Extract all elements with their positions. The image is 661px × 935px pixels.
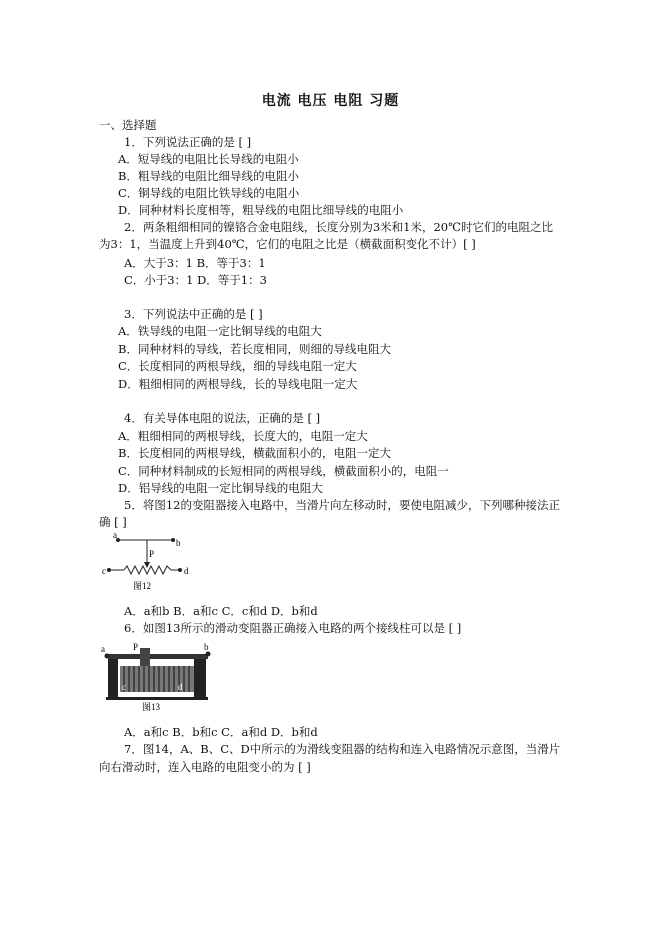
coil-body — [120, 666, 194, 692]
label-a: a — [113, 533, 117, 540]
question-4: 4．有关导体电阻的说法，正确的是 [ ] — [124, 411, 321, 425]
option-line: B．粗导线的电阻比细导线的电阻小 — [118, 169, 299, 183]
option-line: A．铁导线的电阻一定比铜导线的电阻大 — [118, 324, 322, 338]
left-support — [108, 659, 118, 699]
question-7-cont: 向右滑动时，连入电路的电阻变小的为 [ ] — [99, 760, 311, 774]
label-p: P — [133, 642, 139, 652]
question-5-cont: 确 [ ] — [99, 515, 127, 529]
option-line: B．长度相同的两根导线，横截面积小的，电阻一定大 — [118, 446, 391, 460]
option-line: C．小于3：1 D．等于1：3 — [124, 273, 267, 287]
question-1: 1．下列说法正确的是 [ ] — [124, 135, 252, 149]
option-line: A．a和c B．b和c C．a和d D．b和d — [124, 725, 318, 739]
page-title: 电流 电压 电阻 习题 — [261, 93, 400, 109]
figure-13 — [100, 640, 215, 715]
option-line: A．a和b B．a和c C．c和d D．b和d — [124, 604, 318, 618]
question-7: 7．图14，A、B、C、D中所示的为滑线变阻器的结构和连入电路情况示意图，当滑片 — [124, 742, 561, 756]
label-b: b — [204, 642, 209, 652]
option-line: D．铝导线的电阻一定比铜导线的电阻大 — [118, 481, 323, 495]
terminal-d — [178, 568, 182, 572]
option-line: A．粗细相同的两根导线，长度大的，电阻一定大 — [118, 429, 368, 443]
option-line: C．同种材料制成的长短相同的两根导线，横截面积小的，电阻一 — [118, 464, 449, 478]
question-2-cont: 为3：1，当温度上升到40℃，它们的电阻之比是（横截面积变化不计）[ ] — [99, 237, 476, 251]
terminal-b — [206, 652, 211, 657]
option-line: B．同种材料的导线，若长度相同，则细的导线电阻大 — [118, 342, 391, 356]
label-c: c — [102, 566, 106, 576]
option-line: C．长度相同的两根导线，细的导线电阻一定大 — [118, 359, 357, 373]
option-line: A．大于3：1 B．等于3：1 — [124, 256, 266, 270]
label-c: c — [122, 682, 126, 692]
option-line: D．同种材料长度相等，粗导线的电阻比细导线的电阻小 — [118, 203, 404, 217]
question-3: 3．下列说法中正确的是 [ ] — [124, 307, 263, 321]
option-line: D．粗细相同的两根导线，长的导线电阻一定大 — [118, 377, 358, 391]
label-b: b — [176, 538, 181, 548]
figure-12 — [100, 533, 200, 593]
label-p: P — [149, 549, 155, 559]
question-2: 2．两条粗细相同的镍铬合金电阻线，长度分别为3米和1米，20℃时它们的电阻之比 — [124, 220, 553, 234]
option-line: A．短导线的电阻比长导线的电阻小 — [118, 152, 299, 166]
slider-arrow — [144, 562, 150, 568]
label-a: a — [101, 644, 105, 654]
slider-bar — [108, 654, 208, 659]
terminal-a — [105, 654, 110, 659]
question-6: 6．如图13所示的滑动变阻器正确接入电路的两个接线柱可以是 [ ] — [124, 621, 462, 635]
section-heading: 一、选择题 — [99, 118, 157, 132]
option-line: C．铜导线的电阻比铁导线的电阻小 — [118, 186, 300, 200]
question-5: 5．将图12的变阻器接入电路中，当滑片向左移动时，要使电阻减少，下列哪种接法正 — [124, 498, 560, 512]
figure-12-caption: 图12 — [133, 581, 152, 591]
right-support — [194, 659, 206, 699]
figure-13-caption: 图13 — [142, 702, 161, 712]
label-d: d — [184, 566, 189, 576]
label-d: d — [178, 682, 183, 692]
base-plate — [106, 697, 208, 700]
resistor-coil — [124, 566, 171, 574]
terminal-c — [107, 568, 111, 572]
terminal-b — [171, 538, 175, 542]
